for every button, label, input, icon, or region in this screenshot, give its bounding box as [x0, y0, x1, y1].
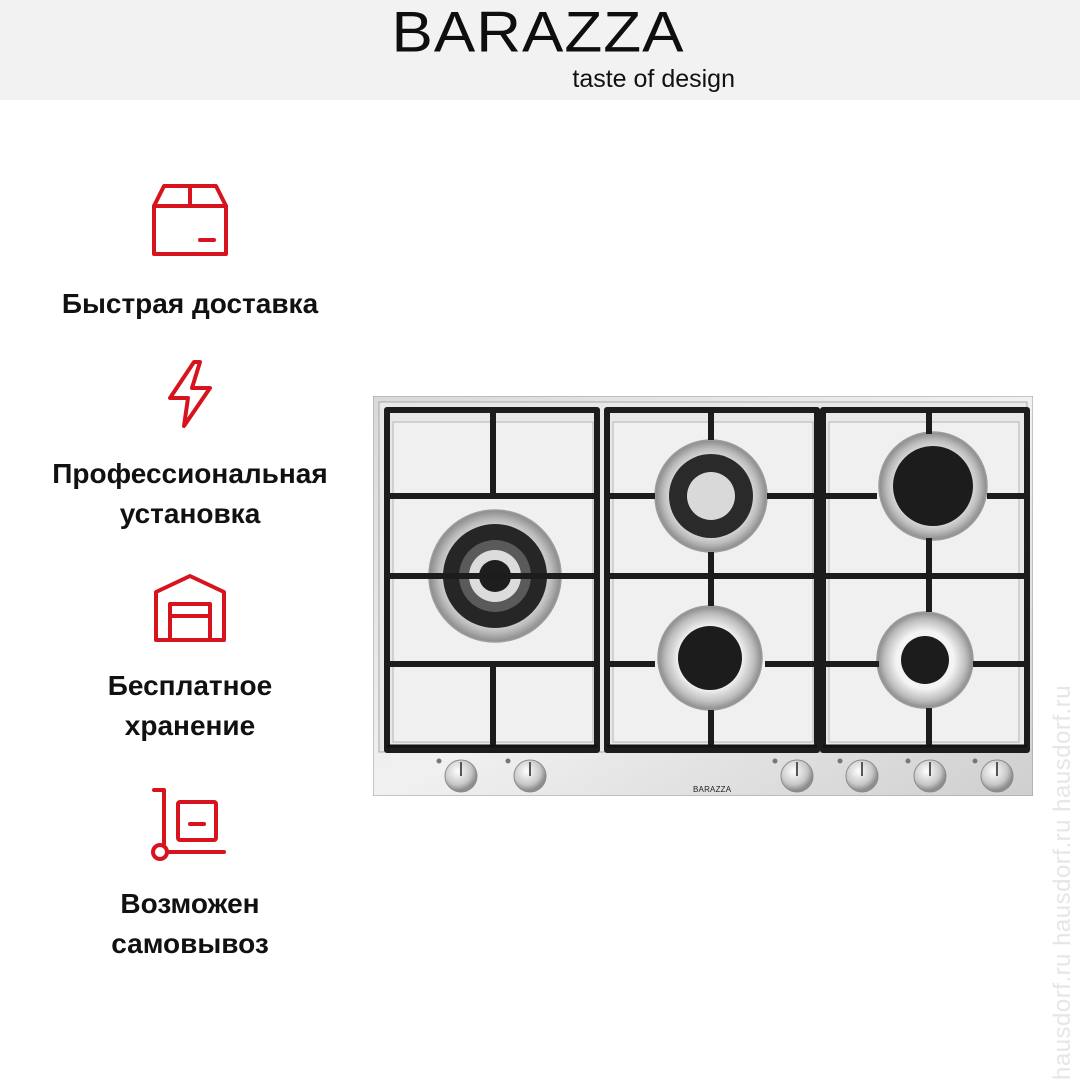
gas-cooktop-image: [373, 396, 1033, 796]
feature-label: Возможен: [120, 888, 260, 919]
feature-label: Бесплатное: [107, 670, 273, 701]
feature-label: самовывоз: [111, 928, 269, 959]
feature-label: хранение: [124, 710, 256, 741]
lightning-icon: [162, 360, 218, 430]
cooktop-brand-label: BARAZZA: [693, 785, 732, 794]
watermark: hausdorf.ru hausdorf.ru hausdorf.ru: [1049, 684, 1076, 1080]
feature-label: Быстрая доставка: [61, 288, 319, 319]
feature-item-delivery: [0, 180, 380, 324]
brand-logo: BARAZZA: [391, 0, 685, 65]
hand-truck-icon: [150, 784, 230, 864]
warehouse-icon: [152, 572, 228, 644]
brand-tagline: taste of design: [572, 65, 735, 93]
feature-item-storage: [0, 572, 380, 746]
feature-label: Профессиональная: [52, 458, 328, 489]
box-icon: [150, 180, 230, 260]
feature-label: установка: [119, 498, 261, 529]
feature-item-pickup: [0, 784, 380, 964]
feature-item-installation: [0, 360, 380, 534]
header-banner: [0, 0, 1080, 100]
